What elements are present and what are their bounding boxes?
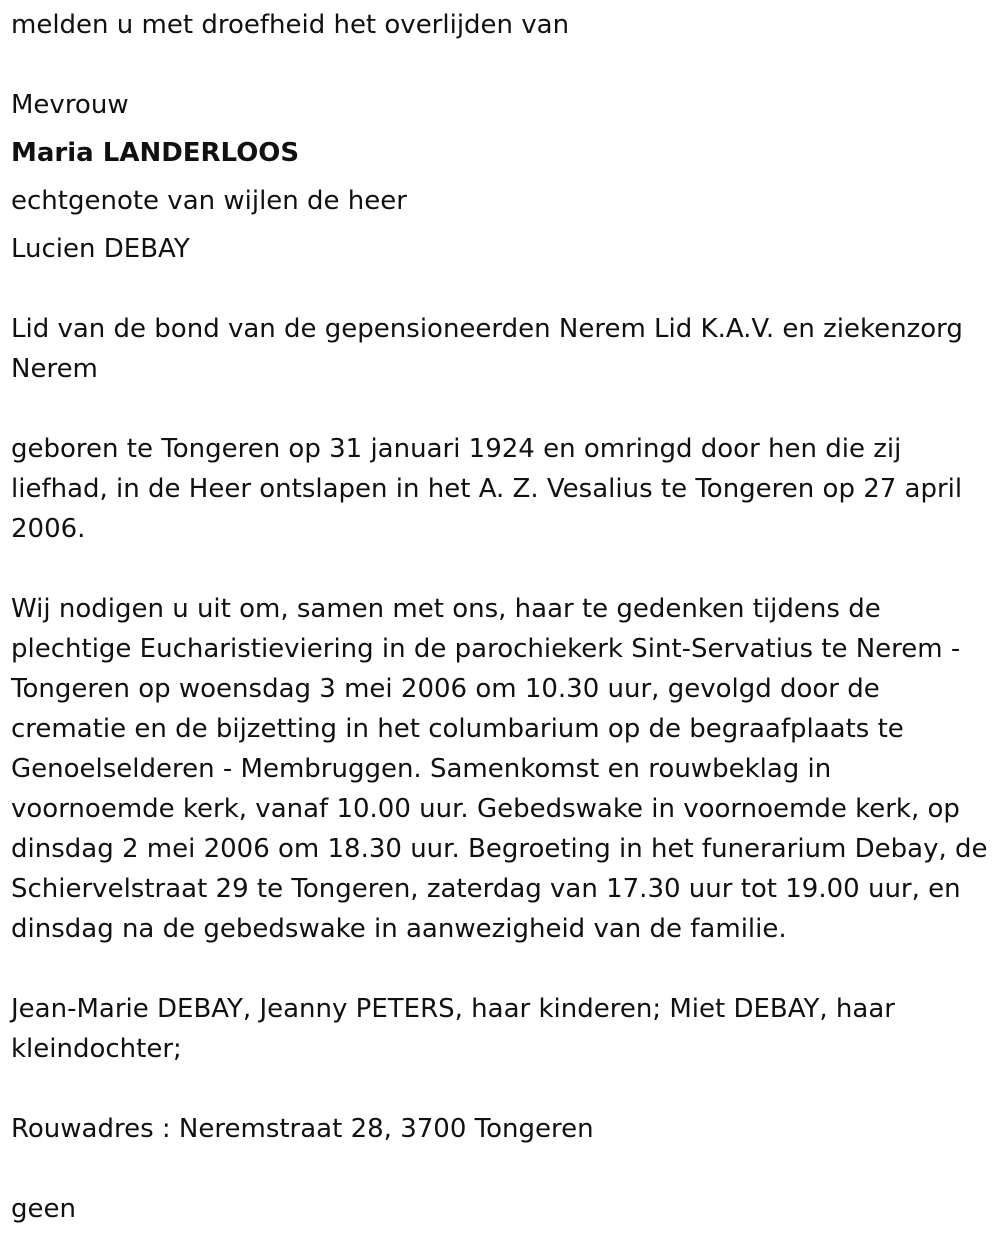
spacer xyxy=(11,949,988,989)
address-text: Rouwadres : Neremstraat 28, 3700 Tongeren xyxy=(11,1114,594,1144)
spacer xyxy=(11,389,988,429)
membership-paragraph: Lid van de bond van de gepensioneerden Nerem Lid K.A.V. en ziekenzorg Nerem xyxy=(11,314,963,384)
intro-text: melden u met droefheid het overlijden van xyxy=(11,10,570,40)
closing-text: geen xyxy=(11,1194,76,1224)
spacer xyxy=(11,1069,988,1109)
deceased-name: Maria LANDERLOOS xyxy=(11,138,300,168)
family-paragraph: Jean-Marie DEBAY, Jeanny PETERS, haar kinderen; Miet DEBAY, haar kleindochter; xyxy=(11,994,895,1064)
spacer xyxy=(11,269,988,309)
birth-death-paragraph: geboren te Tongeren op 31 januari 1924 en omringd door hen die zij liefhad, in de Heer ontslapen in het A. Z. Vesalius te Tongeren op 27 april 2006. xyxy=(11,434,963,544)
ceremony-paragraph: Wij nodigen u uit om, samen met ons, haar te gedenken tijdens de plechtige Eucharistieviering in de parochiekerk Sint-Servatius te Nerem - Tongeren op woensdag 3 mei 2006 om 10.30 uur, gevolgd door de crematie en de bijzetting in het columbarium op de begraafplaats te Genoelselderen - Membruggen. Samenkomst en rouwbeklag in voornoemde kerk, vanaf 10.00 uur. Gebedswake in voornoemde kerk, op dinsdag 2 mei 2006 om 18.30 uur. Begroeting in het funerarium Debay, de Schiervelstraat 29 te Tongeren, zaterdag van 17.30 uur tot 19.00 uur, en dinsdag na de gebedswake in aanwezigheid van de familie. xyxy=(11,594,988,944)
spacer xyxy=(11,549,988,589)
spouse-name: Lucien DEBAY xyxy=(11,234,190,264)
spacer xyxy=(11,1149,988,1189)
spouse-relation-text: echtgenote van wijlen de heer xyxy=(11,186,407,216)
title-text: Mevrouw xyxy=(11,90,129,120)
spacer xyxy=(11,45,988,85)
